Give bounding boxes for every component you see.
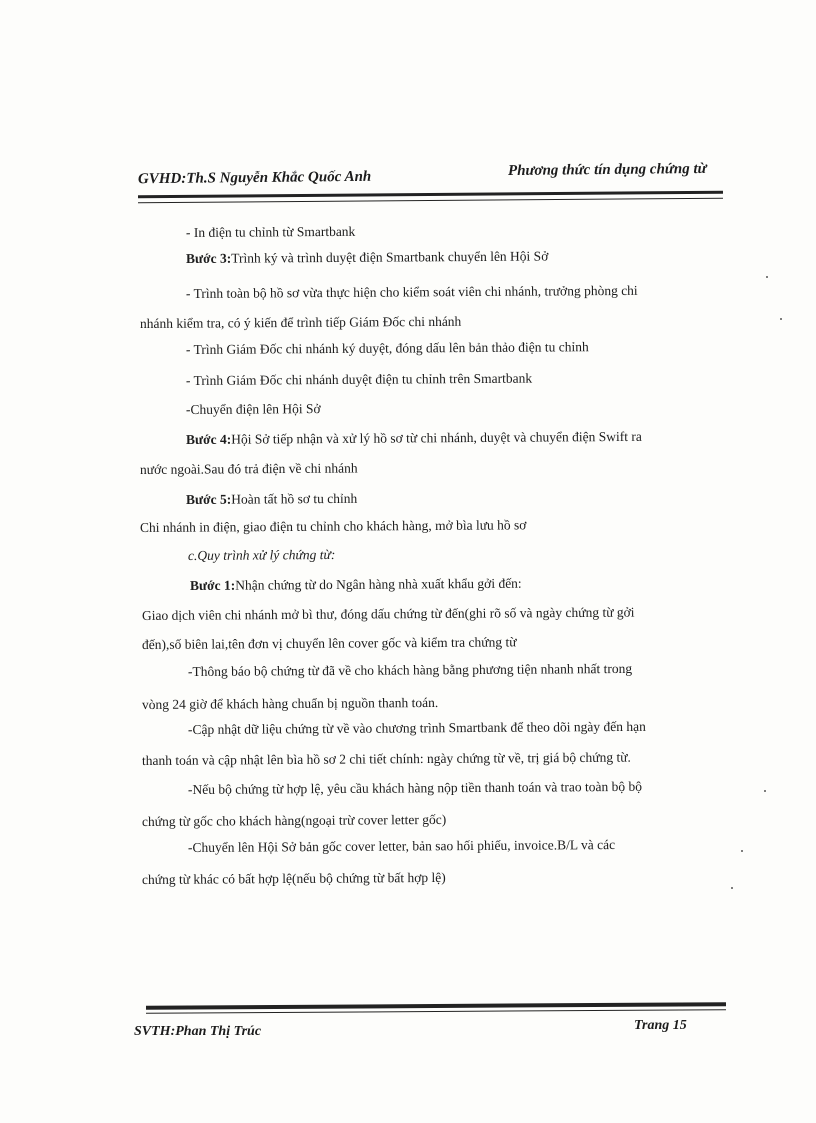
header-advisor: GVHD:Th.S Nguyễn Khắc Quốc Anh bbox=[137, 168, 372, 188]
body-line: - Trình Giám Đốc chi nhánh ký duyệt, đóng dấu lên bản thảo điện tu chỉnh bbox=[185, 339, 589, 357]
body-line: - Trình Giám Đốc chi nhánh duyệt điện tu chỉnh trên Smartbank bbox=[185, 370, 533, 388]
body-line: - In điện tu chỉnh từ Smartbank bbox=[185, 223, 356, 240]
header-rule-thick bbox=[138, 191, 723, 199]
step-text: Hoàn tất hồ sơ tu chỉnh bbox=[231, 490, 358, 507]
footer-rule-thin bbox=[146, 1009, 726, 1014]
step-label: Bước 3: bbox=[185, 250, 232, 266]
step-label: Bước 4: bbox=[185, 431, 232, 447]
scan-speck bbox=[764, 790, 766, 792]
section-heading: c.Quy trình xử lý chứng từ: bbox=[187, 546, 336, 563]
body-line: chứng từ gốc cho khách hàng(ngoại trừ cover letter gốc) bbox=[141, 811, 447, 829]
body-line: -Thông báo bộ chứng từ đã về cho khách hàng bằng phương tiện nhanh nhất trong bbox=[187, 660, 633, 679]
body-line: -Cập nhật dữ liệu chứng từ về vào chương trình Smartbank để theo dõi ngày đến hạn bbox=[187, 718, 646, 737]
footer-page-number: Trang 15 bbox=[634, 1018, 687, 1033]
body-line: đến),số biên lai,tên đơn vị chuyển lên cover gốc và kiểm tra chứng từ bbox=[141, 634, 517, 652]
body-line: thanh toán và cập nhật lên bìa hồ sơ 2 chi tiết chính: ngày chứng từ về, trị giá bộ chứng từ. bbox=[141, 749, 631, 768]
footer-rule-thick bbox=[146, 1002, 726, 1010]
body-line: - Trình toàn bộ hồ sơ vừa thực hiện cho kiểm soát viên chi nhánh, trưởng phòng chi bbox=[185, 282, 638, 301]
scan-speck bbox=[780, 318, 782, 320]
body-line: -Chuyển điện lên Hội Sở bbox=[185, 401, 321, 417]
body-line: chứng từ khác có bất hợp lệ(nếu bộ chứng từ bất hợp lệ) bbox=[141, 869, 446, 887]
scan-speck bbox=[731, 887, 733, 889]
body-line: Chi nhánh in điện, giao điện tu chỉnh cho khách hàng, mở bìa lưu hồ sơ bbox=[139, 517, 527, 535]
step-5-line bbox=[186, 491, 357, 508]
step-1-line bbox=[190, 576, 522, 594]
header-subject: Phương thức tín dụng chứng từ bbox=[507, 160, 707, 180]
step-text: Nhận chứng từ do Ngân hàng nhà xuất khẩu gởi đến: bbox=[235, 575, 522, 593]
body-line: vòng 24 giờ để khách hàng chuẩn bị nguồn thanh toán. bbox=[141, 694, 439, 712]
body-line: Giao dịch viên chi nhánh mở bì thư, đóng dấu chứng từ đến(ghi rõ số và ngày chứng từ gởi bbox=[141, 604, 635, 623]
header-rule-thin bbox=[138, 198, 723, 204]
step-3-line bbox=[186, 248, 548, 267]
step-4-line bbox=[186, 429, 642, 448]
scan-speck bbox=[766, 276, 768, 278]
body-line: -Nếu bộ chứng từ hợp lệ, yêu cầu khách hàng nộp tiền thanh toán và trao toàn bộ bộ bbox=[187, 778, 643, 797]
body-line: -Chuyển lên Hội Sở bản gốc cover letter, bản sao hối phiếu, invoice.B/L và các bbox=[187, 837, 616, 855]
body-line: nước ngoài.Sau đó trả điện về chi nhánh bbox=[139, 460, 358, 477]
step-text: Trình ký và trình duyệt điện Smartbank chuyển lên Hội Sở bbox=[231, 248, 549, 266]
step-label: Bước 5: bbox=[185, 491, 232, 507]
scan-speck bbox=[741, 850, 743, 852]
footer-student: SVTH:Phan Thị Trúc bbox=[134, 1024, 262, 1039]
step-label: Bước 1: bbox=[189, 577, 236, 593]
step-text: Hội Sở tiếp nhận và xử lý hồ sơ từ chi nhánh, duyệt và chuyển điện Swift ra bbox=[231, 428, 642, 447]
body-line: nhánh kiểm tra, có ý kiến để trình tiếp Giám Đốc chi nhánh bbox=[139, 313, 462, 331]
